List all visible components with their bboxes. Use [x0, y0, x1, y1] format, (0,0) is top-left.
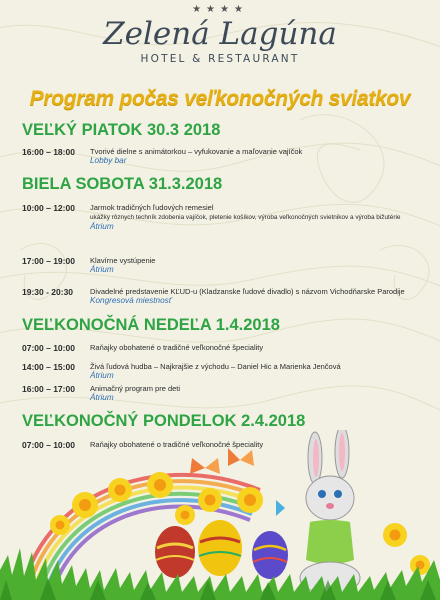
- easter-illustration: [0, 430, 440, 600]
- event-name: Klavírne vystúpenie: [90, 256, 156, 265]
- event: [90, 287, 405, 305]
- event: [90, 147, 302, 165]
- program-title: Program počas veľkonočných sviatkov: [29, 87, 411, 110]
- easter-eggs: [155, 520, 288, 579]
- hotel-header: [0, 4, 440, 65]
- event-time: 07:00 – 10:00: [22, 440, 75, 450]
- day-heading-friday: VEĽKÝ PIATOK 30.3 2018: [22, 121, 221, 139]
- day-heading-sunday: VEĽKONOČNÁ NEDEĽA 1.4.2018: [22, 316, 280, 334]
- event: [90, 384, 180, 402]
- day-heading-monday: VEĽKONOČNÝ PONDELOK 2.4.2018: [22, 412, 306, 430]
- event-time: 10:00 – 12:00: [22, 203, 75, 213]
- event-location: Átrium: [90, 393, 114, 402]
- event: [90, 362, 341, 380]
- event-location: Átrium: [90, 371, 114, 380]
- event-description: ukážky rôznych techník zdobenia vajíčok, pletenie košíkov, výroba veľkonočných svietnikov a výroba bižutérie: [90, 214, 401, 221]
- hotel-logo: Zelená Lagúna: [103, 16, 337, 52]
- event-name: Divadelné predstavenie KĽUD-u (Kladzanske ľudové divadlo) s názvom Vichodňarske Parodije: [90, 287, 405, 296]
- event-time: 16:00 – 17:00: [22, 384, 75, 394]
- event-time: 16:00 – 18:00: [22, 147, 75, 157]
- event-location: Átrium: [90, 222, 114, 231]
- easter-bunny: [300, 430, 360, 594]
- hotel-subtitle: HOTEL & RESTAURANT: [140, 53, 300, 65]
- event-location: Átrium: [90, 265, 114, 274]
- event-location: Lobby bar: [90, 156, 127, 165]
- event: [90, 203, 410, 231]
- event: [90, 343, 263, 352]
- event-time: 19:30 - 20:30: [22, 287, 74, 297]
- event-name: Živá ľudová hudba – Najkrajšie z východu – Daniel Hic a Marienka Jenčová: [90, 362, 341, 371]
- event: [90, 256, 155, 274]
- event-time: 14:00 – 15:00: [22, 362, 75, 372]
- day-heading-saturday: BIELA SOBOTA 31.3.2018: [22, 175, 223, 193]
- event-name: Raňajky obohatené o tradičné veľkonočné špeciality: [90, 343, 264, 352]
- event-name: Jarmok tradičných ľudových remesiel: [90, 203, 214, 212]
- event-name: Tvorivé dielne s animátorkou – vyfukovanie a maľovanie vajíčok: [90, 147, 303, 156]
- event-time: 07:00 – 10:00: [22, 343, 75, 353]
- hotel-stars: ★★★★: [192, 4, 248, 15]
- event-name: Animačný program pre deti: [90, 384, 181, 393]
- event-name: Raňajky obohatené o tradičné veľkonočné špeciality: [90, 440, 264, 449]
- event-time: 17:00 – 19:00: [22, 256, 75, 266]
- event-location: Kongresová miestnosť: [90, 296, 172, 305]
